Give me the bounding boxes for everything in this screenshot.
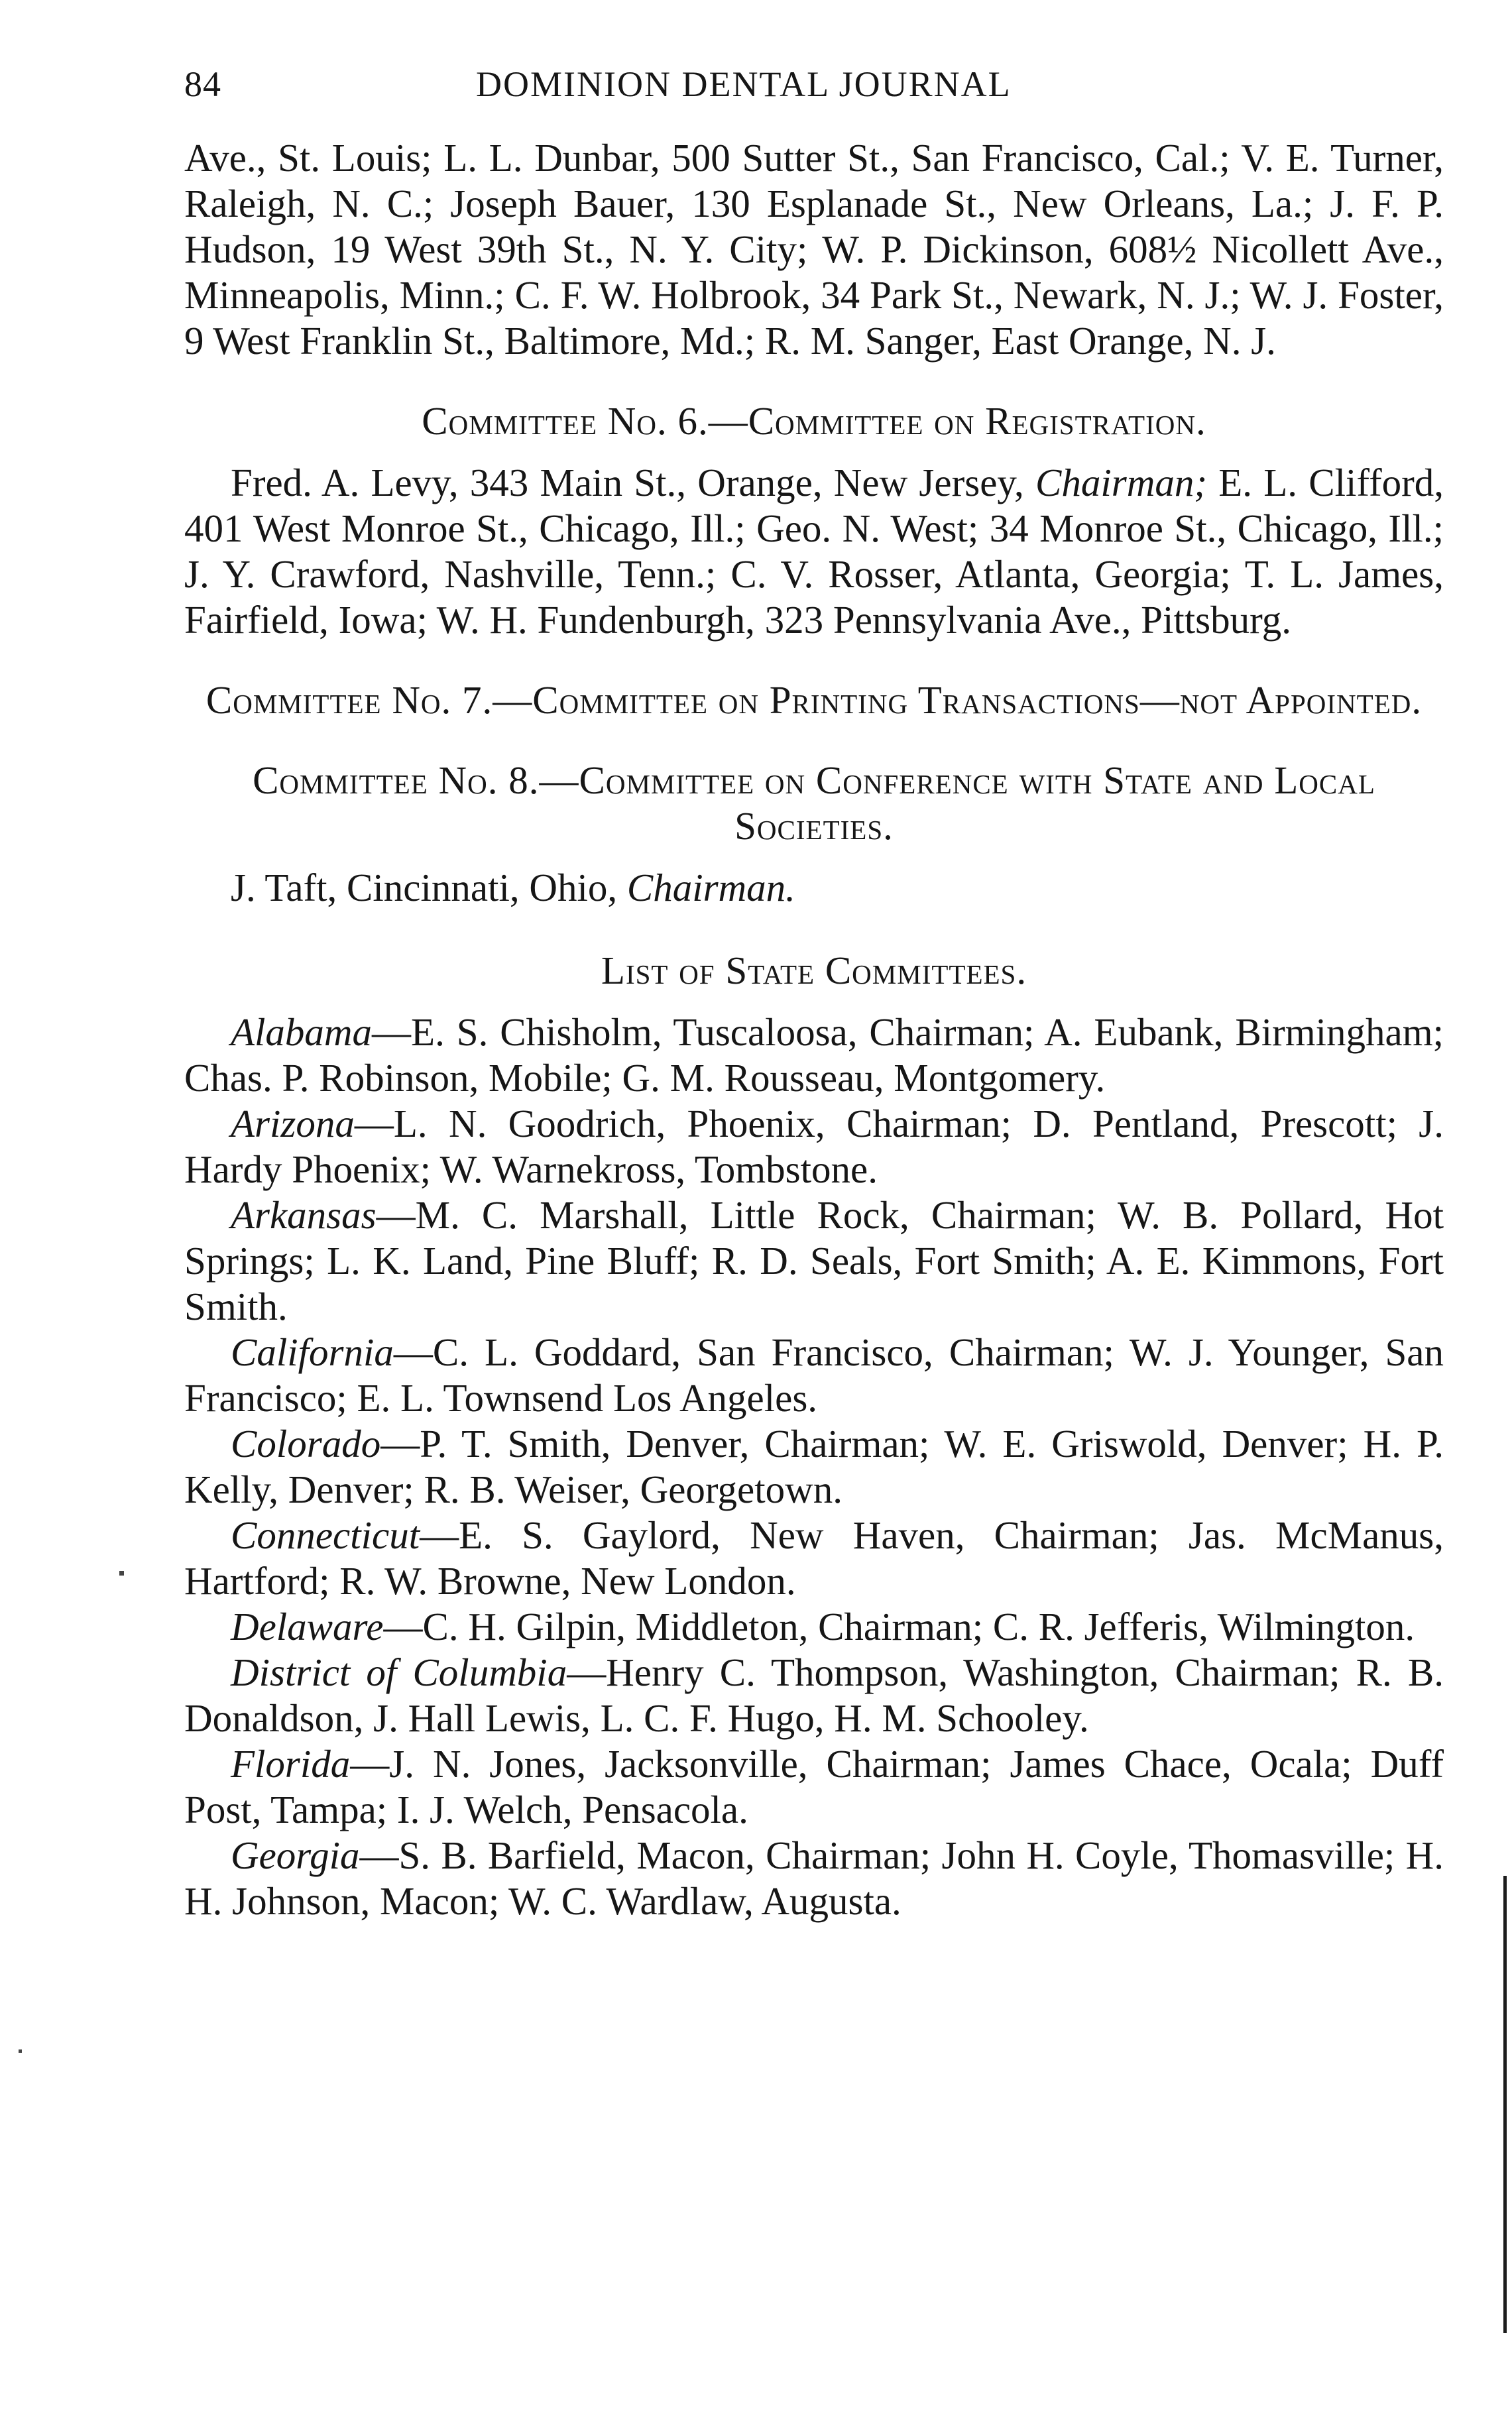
state-entry-california bbox=[184, 1330, 1444, 1421]
committee-6-chairman-label: Chairman; bbox=[1035, 461, 1207, 504]
state-entry-arkansas bbox=[184, 1192, 1444, 1330]
journal-page bbox=[184, 64, 1444, 1924]
state-members: —J. N. Jones, Jacksonville, Chairman; James Chace, Ocala; Duff Post, Tampa; I. J. Welch, Pensacola. bbox=[184, 1742, 1444, 1831]
state-entry-georgia bbox=[184, 1833, 1444, 1924]
state-members: —C. L. Goddard, San Francisco, Chairman; W. J. Younger, San Francisco; E. L. Townsend Los Angeles. bbox=[184, 1330, 1444, 1420]
page-number: 84 bbox=[184, 64, 221, 104]
committee-8-chairman-label: Chairman. bbox=[626, 866, 795, 909]
continued-paragraph: Ave., St. Louis; L. L. Dunbar, 500 Sutter St., San Francisco, Cal.; V. E. Turner, Raleigh, N. C.; Joseph Bauer, 130 Esplanade St., New Orleans, La.; J. F. P. Hudson, 19 West 39th St., N. Y. City; W. P. Dickinson, 608½ Nicollett Ave., Minneapolis, Minn.; C. F. W. Holbrook, 34 Park St., Newark, N. J.; W. J. Foster, 9 West Franklin St., Baltimore, Md.; R. M. Sanger, East Orange, N. J. bbox=[184, 136, 1444, 363]
state-entry-alabama bbox=[184, 1009, 1444, 1101]
state-name: Arkansas bbox=[231, 1193, 377, 1237]
state-name: Georgia bbox=[231, 1833, 360, 1877]
state-members: —P. T. Smith, Denver, Chairman; W. E. Griswold, Denver; H. P. Kelly, Denver; R. B. Weiser, Georgetown. bbox=[184, 1422, 1444, 1511]
state-entry-delaware bbox=[184, 1604, 1444, 1650]
state-name: Colorado bbox=[231, 1422, 381, 1466]
state-members: —C. H. Gilpin, Middleton, Chairman; C. R. Jefferis, Wilmington. bbox=[383, 1605, 1415, 1648]
state-members: —E. S. Chisholm, Tuscaloosa, Chairman; A. Eubank, Birmingham; Chas. P. Robinson, Mobile; G. M. Rousseau, Montgomery. bbox=[184, 1010, 1444, 1100]
state-entry-arizona bbox=[184, 1101, 1444, 1192]
committee-6-chairman-entry: Fred. A. Levy, 343 Main St., Orange, New Jersey, bbox=[231, 461, 1036, 504]
state-members: —M. C. Marshall, Little Rock, Chairman; W. B. Pollard, Hot Springs; L. K. Land, Pine Bluff; R. D. Seals, Fort Smith; A. E. Kimmons, Fort Smith. bbox=[184, 1193, 1444, 1328]
state-entry-colorado bbox=[184, 1421, 1444, 1513]
page-header bbox=[184, 64, 1444, 135]
state-name: Arizona bbox=[231, 1102, 355, 1145]
state-members: —L. N. Goodrich, Phoenix, Chairman; D. Pentland, Prescott; J. Hardy Phoenix; W. Warnekross, Tombstone. bbox=[184, 1102, 1444, 1191]
state-members: —Henry C. Thompson, Washington, Chairman; R. B. Donaldson, J. Hall Lewis, L. C. F. Hugo, H. M. Schooley. bbox=[184, 1650, 1444, 1740]
committee-6-member-list: E. L. Clifford, 401 West Monroe St., Chicago, Ill.; Geo. N. West; 34 Monroe St., Chicago, Ill.; J. Y. Crawford, Nashville, Tenn.; C. V. Rosser, Atlanta, Georgia; T. L. James, Fairfield, Iowa; W. H. Fundenburgh, 323 Pennsylvania Ave., Pittsburg. bbox=[184, 461, 1444, 642]
state-entry-florida bbox=[184, 1741, 1444, 1833]
state-entry-district-of-columbia bbox=[184, 1650, 1444, 1741]
state-members: —E. S. Gaylord, New Haven, Chairman; Jas. McManus, Hartford; R. W. Browne, New London. bbox=[184, 1513, 1444, 1603]
state-name: District of Columbia bbox=[231, 1650, 567, 1694]
state-entry-connecticut bbox=[184, 1513, 1444, 1604]
state-members: —S. B. Barfield, Macon, Chairman; John H. Coyle, Thomasville; H. H. Johnson, Macon; W. C. Wardlaw, Augusta. bbox=[184, 1833, 1444, 1923]
committee-8-heading: Committee No. 8.—Committee on Conference with State and Local Societies. bbox=[253, 758, 1375, 848]
committee-6-members bbox=[184, 460, 1444, 643]
state-name: California bbox=[231, 1330, 394, 1374]
print-speck bbox=[19, 2049, 22, 2053]
print-speck bbox=[119, 1571, 124, 1576]
state-name: Connecticut bbox=[231, 1513, 420, 1557]
committee-6-heading: Committee No. 6.—Committee on Registration. bbox=[422, 399, 1206, 443]
state-name: Florida bbox=[231, 1742, 351, 1786]
committee-8-members bbox=[184, 865, 1444, 911]
state-committee-list bbox=[184, 1009, 1444, 1924]
committee-8-chairman-entry: J. Taft, Cincinnati, Ohio, bbox=[231, 866, 627, 909]
state-name: Delaware bbox=[231, 1605, 384, 1648]
running-head: DOMINION DENTAL JOURNAL bbox=[476, 64, 1012, 104]
state-name: Alabama bbox=[231, 1010, 373, 1054]
page-edge-rule bbox=[1503, 1876, 1507, 2333]
state-committees-heading: List of State Committees. bbox=[601, 949, 1027, 992]
committee-7-heading: Committee No. 7.—Committee on Printing Transactions—not Appointed. bbox=[205, 678, 1423, 722]
